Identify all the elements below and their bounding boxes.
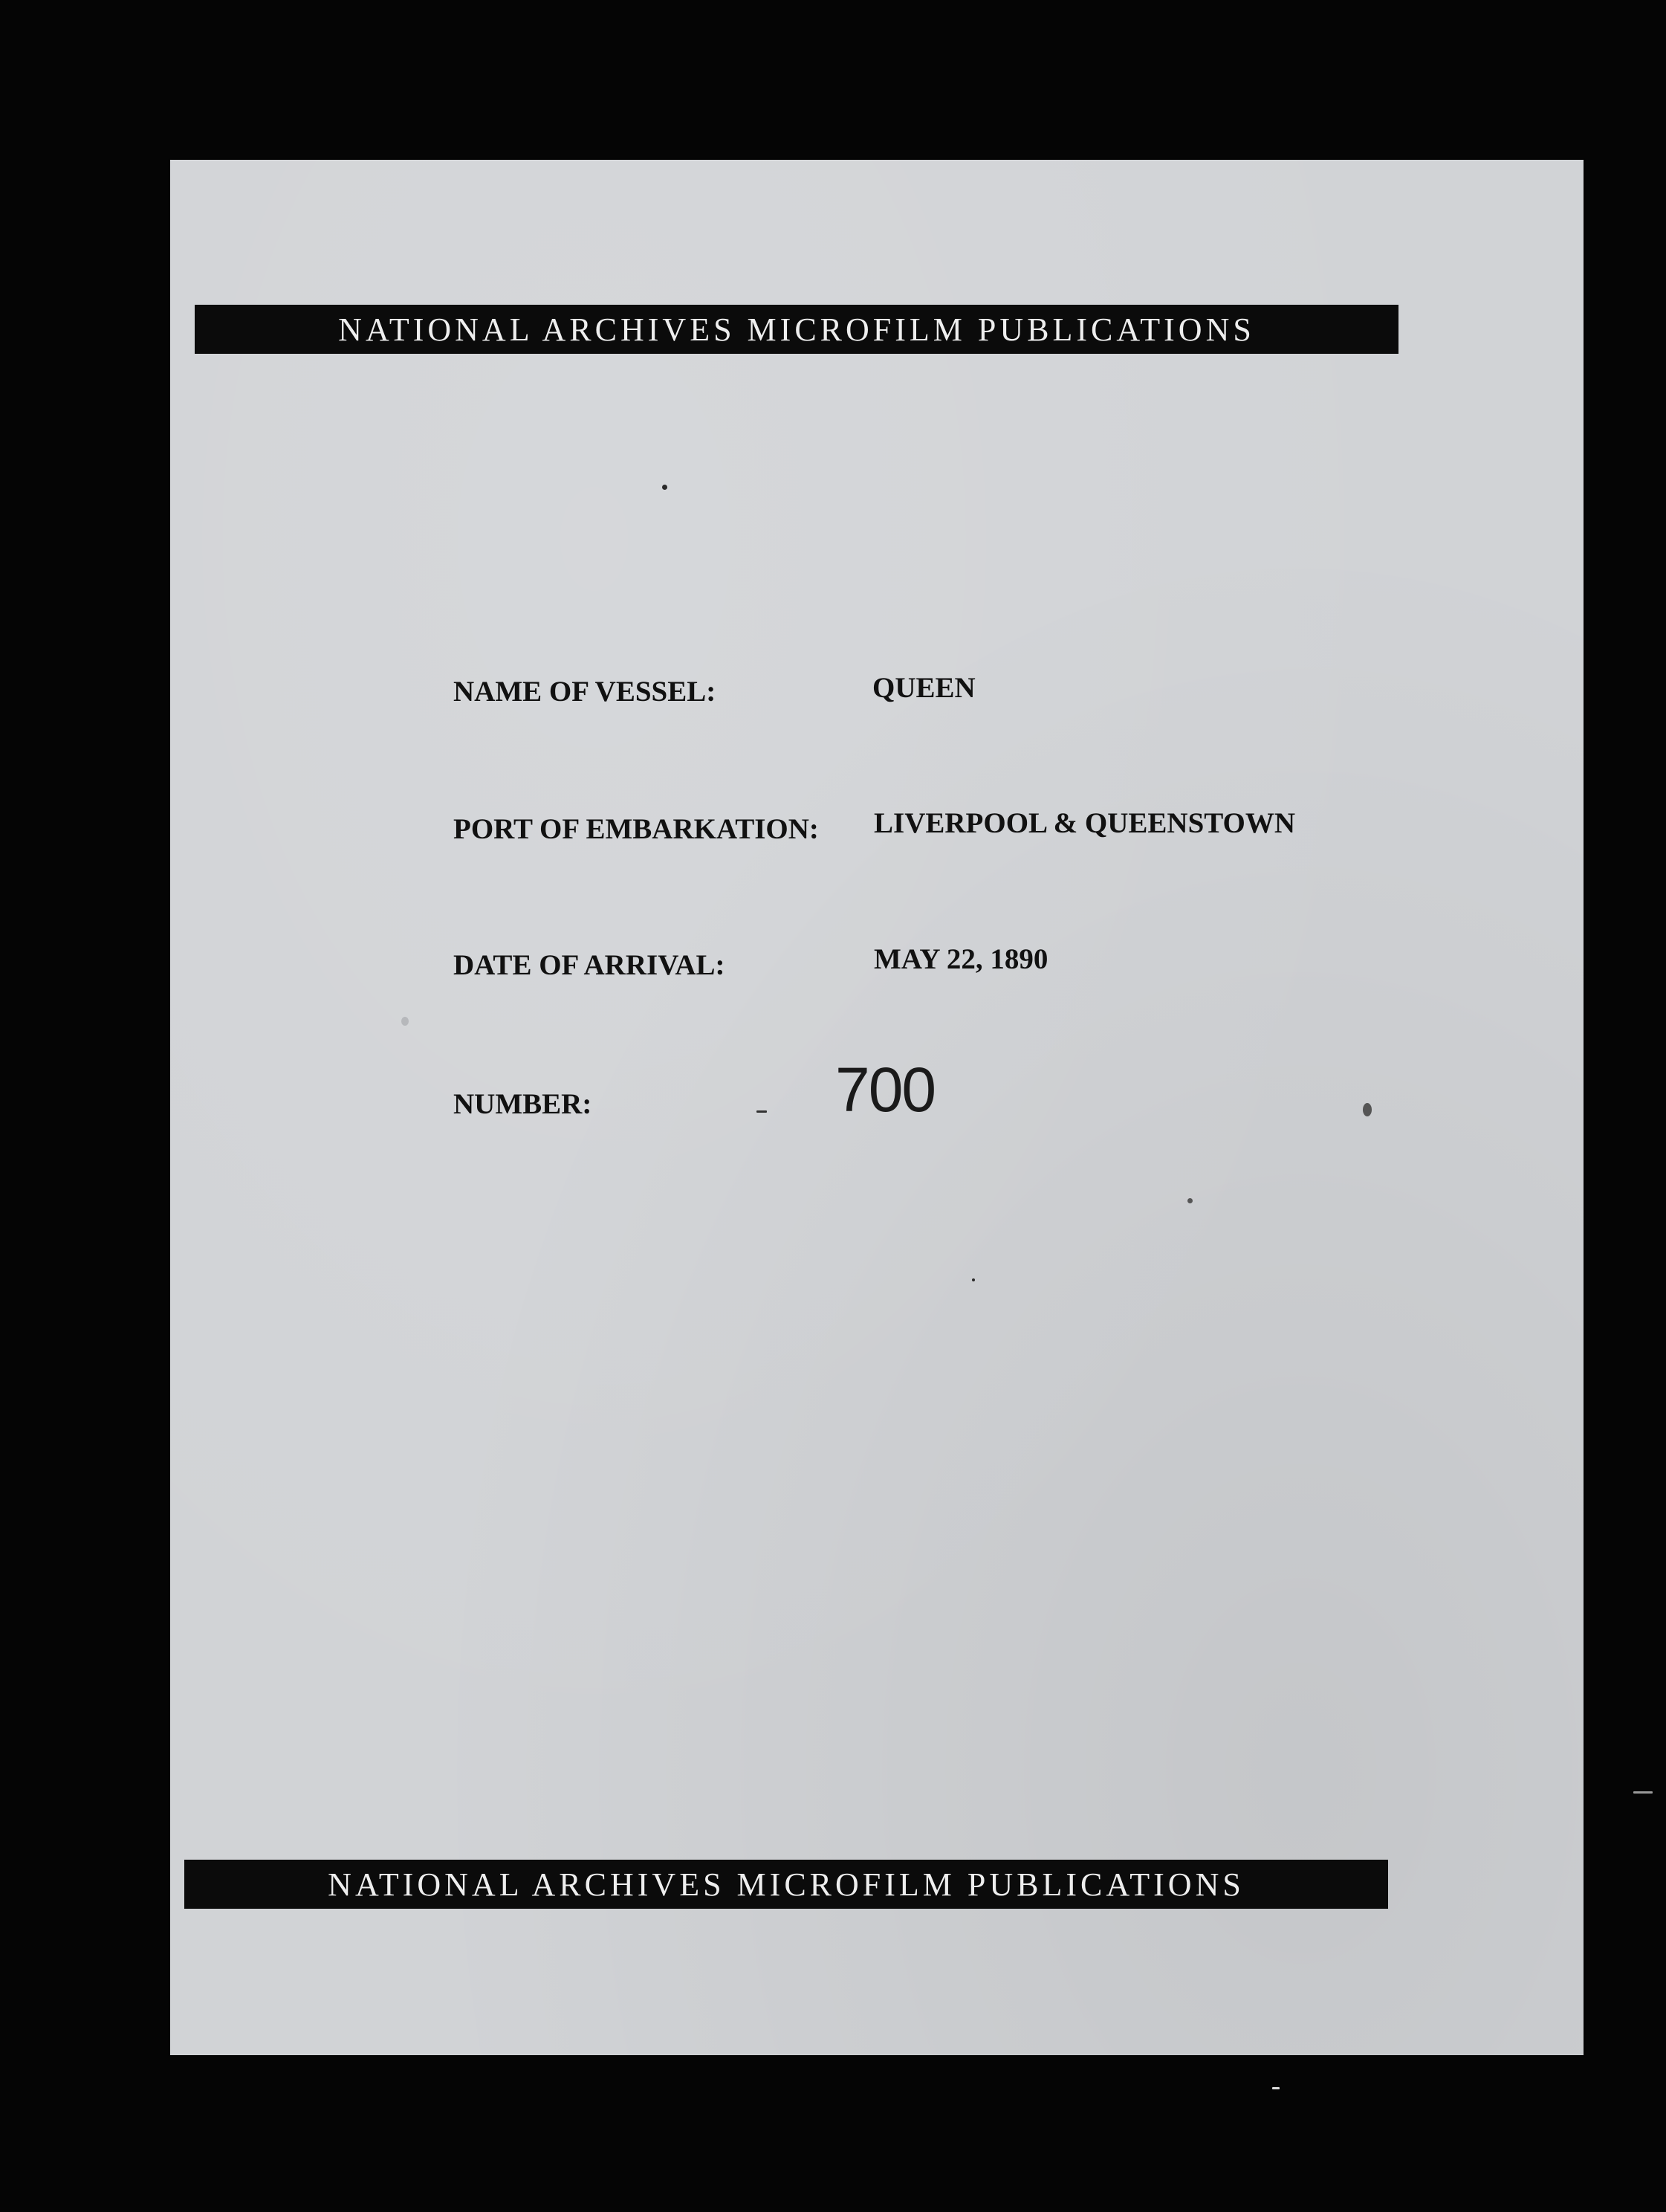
arrival-label: DATE OF ARRIVAL:	[453, 949, 725, 981]
port-label: PORT OF EMBARKATION:	[453, 813, 819, 845]
footer-banner	[184, 1860, 1388, 1909]
port-value: LIVERPOOL & QUEENSTOWN	[874, 807, 1296, 839]
dust-speck	[1363, 1103, 1372, 1116]
dust-speck	[1633, 1791, 1653, 1794]
number-value: 700	[835, 1055, 936, 1125]
dust-speck	[756, 1110, 767, 1113]
dust-speck	[972, 1278, 975, 1281]
number-label: NUMBER:	[453, 1088, 592, 1120]
footer-banner-text: NATIONAL ARCHIVES MICROFILM PUBLICATIONS	[328, 1866, 1245, 1903]
dust-speck	[1187, 1198, 1193, 1203]
dust-speck	[662, 485, 667, 490]
header-banner-text: NATIONAL ARCHIVES MICROFILM PUBLICATIONS	[338, 311, 1255, 348]
vessel-label: NAME OF VESSEL:	[453, 676, 716, 708]
arrival-value: MAY 22, 1890	[874, 943, 1048, 975]
dust-speck	[401, 1017, 409, 1026]
vessel-value: QUEEN	[872, 672, 976, 704]
header-banner	[195, 305, 1398, 354]
dust-speck	[1272, 2087, 1280, 2089]
